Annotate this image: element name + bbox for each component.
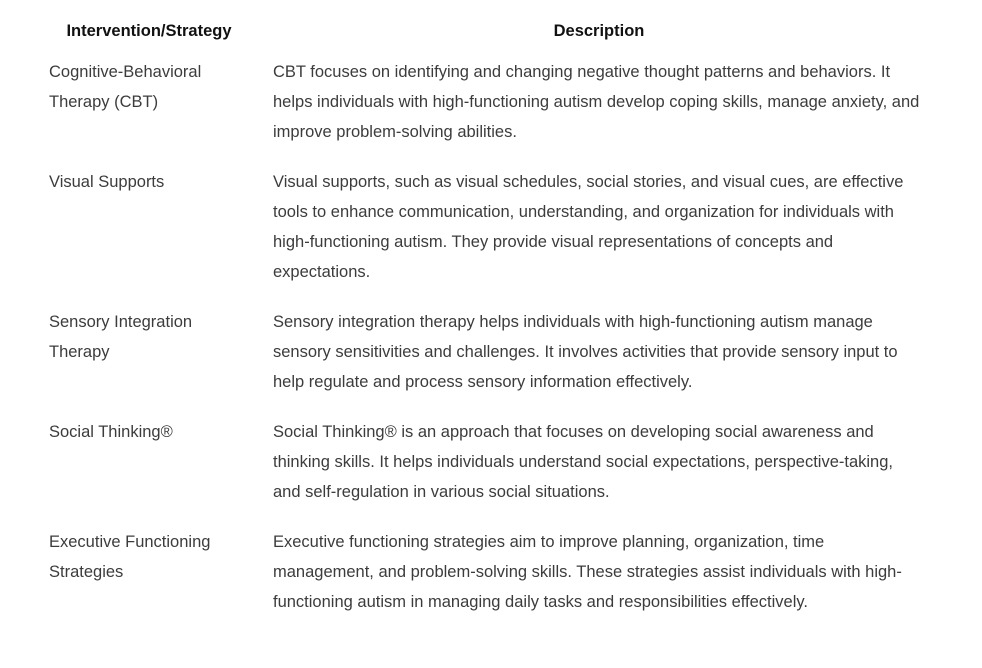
interventions-table-container (37, 15, 937, 617)
intervention-cell: Sensory Integration Therapy (49, 313, 193, 361)
intervention-cell: Executive Functioning Strategies (49, 533, 211, 581)
column-header-intervention: Intervention/Strategy (66, 21, 232, 40)
intervention-cell: Visual Supports (49, 173, 165, 191)
intervention-cell: Social Thinking® (49, 423, 173, 441)
table-row (37, 307, 937, 417)
interventions-table (37, 15, 937, 617)
description-cell: CBT focuses on identifying and changing negative thought patterns and behaviors. It helps individuals with high-functioning autism develop coping skills, manage anxiety, and improve problem-solving abilities. (273, 63, 920, 141)
table-row (37, 57, 937, 167)
column-header-description: Description (553, 21, 645, 40)
description-cell: Sensory integration therapy helps individuals with high-functioning autism manage sensory sensitivities and challenges. It involves activities that provide sensory input to help regulate and process sensory information effectively. (273, 313, 898, 391)
table-row (37, 417, 937, 527)
table-row (37, 527, 937, 617)
description-cell: Visual supports, such as visual schedules, social stories, and visual cues, are effective tools to enhance communication, understanding, and organization for individuals with high-functioning autism. They provide visual representations of concepts and expectations. (273, 173, 904, 281)
table-row (37, 167, 937, 307)
intervention-cell: Cognitive-Behavioral Therapy (CBT) (49, 63, 202, 111)
description-cell: Executive functioning strategies aim to improve planning, organization, time management, and problem-solving skills. These strategies assist individuals with high-functioning autism in managing daily tasks and responsibilities effectively. (273, 533, 902, 611)
description-cell: Social Thinking® is an approach that focuses on developing social awareness and thinking skills. It helps individuals understand social expectations, perspective-taking, and self-regulation in various social situations. (273, 423, 893, 501)
table-header-row (37, 15, 937, 57)
